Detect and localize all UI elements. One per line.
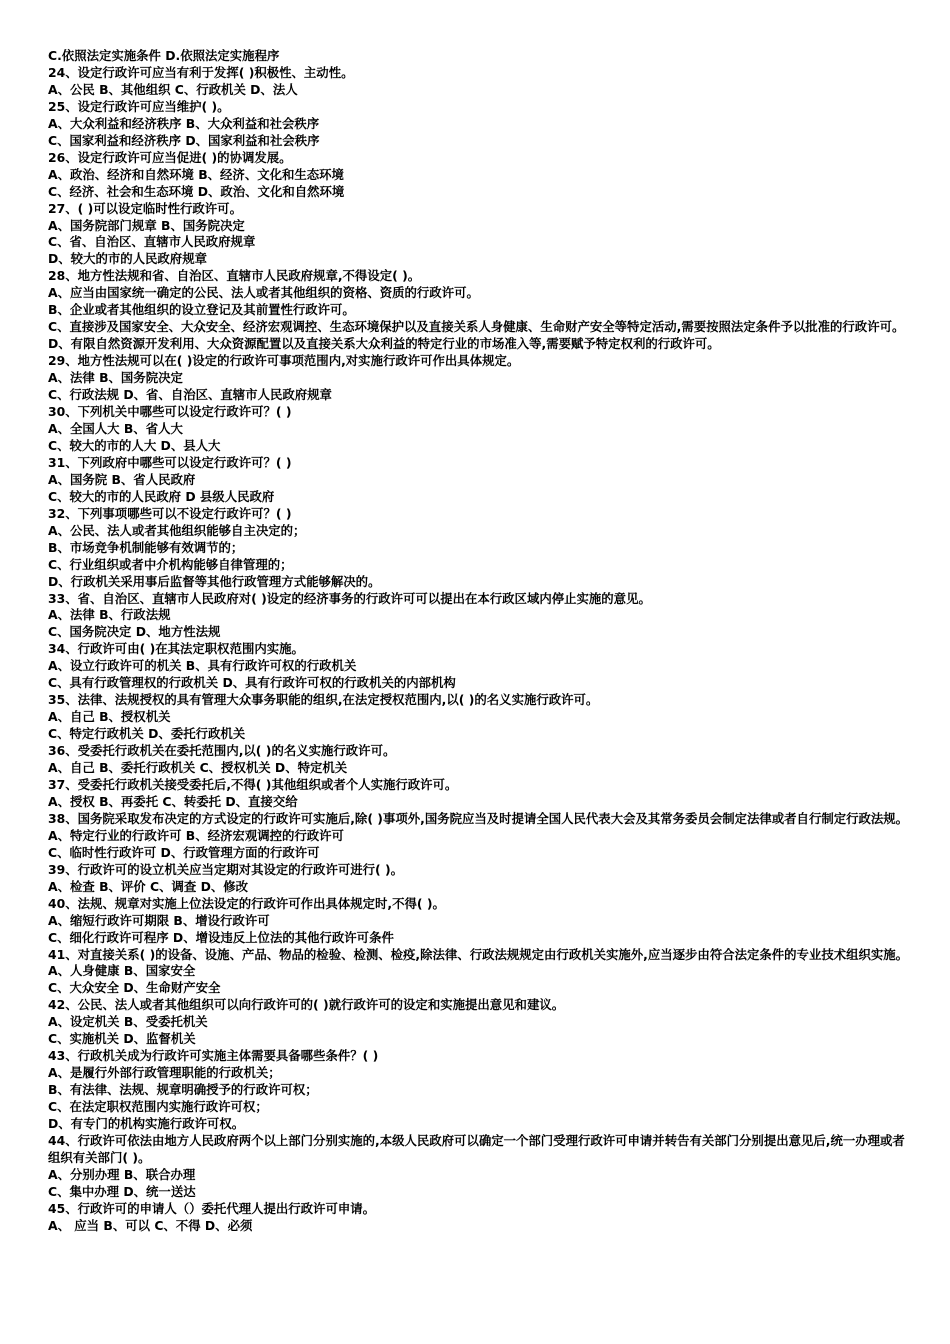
text-line: C、行业组织或者中介机构能够自律管理的； <box>48 556 293 572</box>
text-line: A、大众利益和经济秩序 B、大众利益和社会秩序 <box>48 115 320 131</box>
text-line: 41、对直接关系( )的设备、设施、产品、物品的检验、检测、检疫,除法律、行政法规规定由行政机关实施外,应当逐步由符合法定条件的专业技术组织实施。 <box>48 946 909 962</box>
text-line: A、应当由国家统一确定的公民、法人或者其他组织的资格、资质的行政许可。 <box>48 285 479 301</box>
text-line: A、法律 B、国务院决定 <box>48 370 183 386</box>
text-line: A、国务院部门规章 B、国务院决定 <box>48 217 245 233</box>
text-line: C.依照法定实施条件 D.依照法定实施程序 <box>48 48 280 63</box>
text-line: 24、设定行政许可应当有利于发挥( )积极性、主动性。 <box>48 64 354 80</box>
text-line: C、国家利益和经济秩序 D、国家利益和社会秩序 <box>48 132 320 148</box>
text-line: 26、设定行政许可应当促进( )的协调发展。 <box>48 149 292 165</box>
text-line: A、国务院 B、省人民政府 <box>48 471 196 487</box>
text-line: 34、行政许可由( )在其法定职权范围内实施。 <box>48 641 304 657</box>
text-line: B、市场竞争机制能够有效调节的； <box>48 539 244 555</box>
text-line: C、直接涉及国家安全、大众安全、经济宏观调控、生态环境保护以及直接关系人身健康、生命财产安全等特定活动,需要按照法定条件予以批准的行政许可。 <box>48 319 905 335</box>
text-line: C、特定行政机关 D、委托行政机关 <box>48 726 246 742</box>
text-line: A、检查 B、评价 C、调查 D、修改 <box>48 878 249 894</box>
text-line: D、较大的市的人民政府规章 <box>48 251 207 267</box>
text-line: A、全国人大 B、省人大 <box>48 420 183 436</box>
text-line: 40、法规、规章对实施上位法设定的行政许可作出具体规定时,不得( )。 <box>48 895 445 911</box>
text-line: C、省、自治区、直辖市人民政府规章 <box>48 234 256 250</box>
text-line: A、分别办理 B、联合办理 <box>48 1166 196 1182</box>
text-line: C、较大的市的人民政府 D 县级人民政府 <box>48 488 275 504</box>
text-line: 44、行政许可依法由地方人民政府两个以上部门分别实施的,本级人民政府可以确定一个部门受理行政许可申请并转告有关部门分别提出意见后,统一办理或者组织有关部门( )。 <box>48 1133 905 1165</box>
text-line: A、自己 B、授权机关 <box>48 709 171 725</box>
text-line: 29、地方性法规可以在( )设定的行政许可事项范围内,对实施行政许可作出具体规定。 <box>48 353 520 369</box>
text-line: A、特定行业的行政许可 B、经济宏观调控的行政许可 <box>48 827 344 843</box>
text-line: A、 应当 B、可以 C、不得 D、必须 <box>48 1217 253 1233</box>
text-line: 38、国务院采取发布决定的方式设定的行政许可实施后,除( )事项外,国务院应当及时提请全国人民代表大会及其常务委员会制定法律或者自行制定行政法规。 <box>48 810 909 826</box>
text-line: C、实施机关 D、监督机关 <box>48 1031 196 1047</box>
text-line: 28、地方性法规和省、自治区、直辖市人民政府规章,不得设定( )。 <box>48 268 421 284</box>
text-line: 32、下列事项哪些可以不设定行政许可？( ) <box>48 505 292 521</box>
text-line: B、企业或者其他组织的设立登记及其前置性行政许可。 <box>48 302 355 318</box>
text-line: A、授权 B、再委托 C、转委托 D、直接交给 <box>48 793 298 809</box>
text-line: A、公民 B、其他组织 C、行政机关 D、法人 <box>48 81 298 97</box>
text-line: C、集中办理 D、统一送达 <box>48 1183 196 1199</box>
text-line: A、法律 B、行政法规 <box>48 607 171 623</box>
text-line: 35、法律、法规授权的具有管理大众事务职能的组织,在法定授权范围内,以( )的名义实施行政许可。 <box>48 692 599 708</box>
text-line: 30、下列机关中哪些可以设定行政许可？( ) <box>48 404 292 420</box>
text-line: 27、( )可以设定临时性行政许可。 <box>48 200 242 216</box>
text-line: A、自己 B、委托行政机关 C、授权机关 D、特定机关 <box>48 760 348 776</box>
text-line: 37、受委托行政机关接受委托后,不得( )其他组织或者个人实施行政许可。 <box>48 776 458 792</box>
text-line: D、行政机关采用事后监督等其他行政管理方式能够解决的。 <box>48 573 381 589</box>
text-line: A、人身健康 B、国家安全 <box>48 963 196 979</box>
document-body <box>48 48 910 1235</box>
text-line: 45、行政许可的申请人（）委托代理人提出行政许可申请。 <box>48 1200 376 1216</box>
text-line: C、具有行政管理权的行政机关 D、具有行政许可权的行政机关的内部机构 <box>48 675 456 691</box>
text-line: 36、受委托行政机关在委托范围内,以( )的名义实施行政许可。 <box>48 743 396 759</box>
text-line: B、有法律、法规、规章明确授予的行政许可权； <box>48 1082 318 1098</box>
text-line: 31、下列政府中哪些可以设定行政许可？( ) <box>48 454 292 470</box>
text-line: C、在法定职权范围内实施行政许可权； <box>48 1099 268 1115</box>
text-line: C、大众安全 D、生命财产安全 <box>48 980 221 996</box>
text-line: D、有专门的机构实施行政许可权。 <box>48 1116 245 1132</box>
text-line: D、有限自然资源开发利用、大众资源配置以及直接关系大众利益的特定行业的市场准入等,需要赋予特定权利的行政许可。 <box>48 336 720 352</box>
text-line: A、是履行外部行政管理职能的行政机关； <box>48 1065 281 1081</box>
text-line: 43、行政机关成为行政许可实施主体需要具备哪些条件？( ) <box>48 1048 379 1064</box>
text-line: A、公民、法人或者其他组织能够自主决定的； <box>48 522 306 538</box>
text-line: A、设定机关 B、受委托机关 <box>48 1014 208 1030</box>
text-line: C、较大的市的人大 D、县人大 <box>48 437 221 453</box>
text-line: A、缩短行政许可期限 B、增设行政许可 <box>48 912 270 928</box>
text-line: 25、设定行政许可应当维护( )。 <box>48 98 230 114</box>
text-line: 39、行政许可的设立机关应当定期对其设定的行政许可进行( )。 <box>48 861 404 877</box>
text-line: C、国务院决定 D、地方性法规 <box>48 624 221 640</box>
text-line: C、细化行政许可程序 D、增设违反上位法的其他行政许可条件 <box>48 929 394 945</box>
text-line: A、设立行政许可的机关 B、具有行政许可权的行政机关 <box>48 658 357 674</box>
text-line: C、行政法规 D、省、自治区、直辖市人民政府规章 <box>48 387 332 403</box>
text-line: C、经济、社会和生态环境 D、政治、文化和自然环境 <box>48 183 345 199</box>
text-line: A、政治、经济和自然环境 B、经济、文化和生态环境 <box>48 166 344 182</box>
text-line: 42、公民、法人或者其他组织可以向行政许可的( )就行政许可的设定和实施提出意见和建议。 <box>48 997 565 1013</box>
text-line: 33、省、自治区、直辖市人民政府对( )设定的经济事务的行政许可可以提出在本行政区域内停止实施的意见。 <box>48 590 651 606</box>
text-line: C、临时性行政许可 D、行政管理方面的行政许可 <box>48 844 320 860</box>
